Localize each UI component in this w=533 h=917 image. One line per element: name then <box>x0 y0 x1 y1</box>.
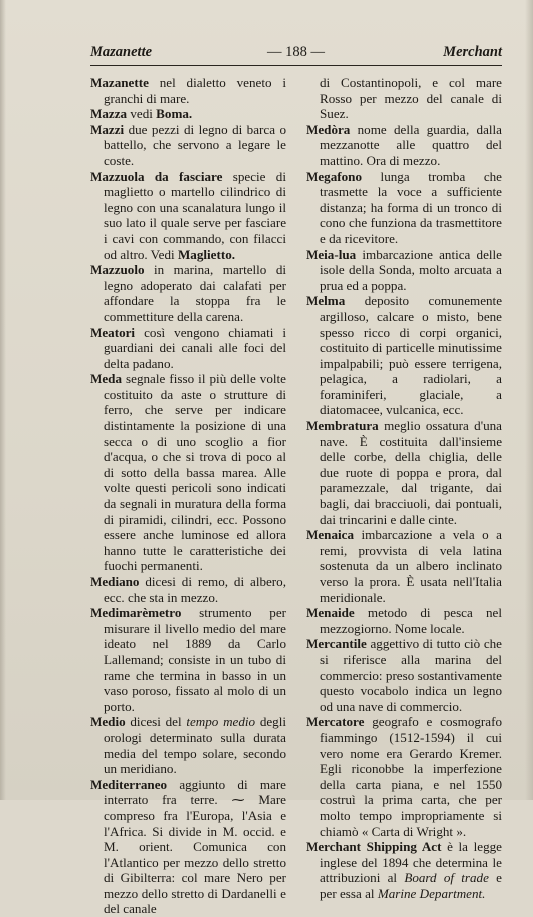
entry-definition: in marina, martello di legno adoperato dai calafati per affondare la stoppa fra le commettiture della carena. <box>104 262 286 324</box>
dictionary-entry <box>306 122 502 169</box>
right-column <box>306 75 502 901</box>
entry-headword: Medimarèmetro <box>90 605 182 621</box>
entry-definition: imbarcazione a vela o a remi, provvista di vela latina sostenuta da un albero inclinato verso la prora. È usata nell'Italia meridionale. <box>320 527 502 605</box>
entry-headword: Mazzuolo <box>90 262 145 278</box>
entry-definition: così vengono chiamati i guardiani dei canali alle foci del delta padano. <box>104 324 286 371</box>
entry-definition: e per essa al <box>320 870 502 901</box>
entry-definition: lunga tromba che trasmette la voce a sufficiente distanza; ha forma di un tronco di cono che funziona da trasmettitore e da ricevitore. <box>320 168 502 246</box>
cross-reference: Boma. <box>156 106 193 122</box>
entry-definition: metodo di pesca nel mezzogiorno. Nome locale. <box>320 605 502 636</box>
page-edge-shadow-right <box>525 0 533 800</box>
entry-headword: Mercatore <box>306 714 365 730</box>
dictionary-entry <box>306 714 502 839</box>
entry-definition: degli orologi determinato sulla durata media del tempo solare, secondo un meridiano. <box>104 714 286 777</box>
entry-definition: dicesi di remo, di albero, ecc. che sta in mezzo. <box>104 574 286 605</box>
entry-headword: Meda <box>90 371 122 387</box>
header-rule <box>90 65 502 66</box>
entry-headword: Mazanette <box>90 75 149 90</box>
italic-term: tempo medio <box>186 714 256 730</box>
entry-definition: segnale fisso il più delle volte costituito da aste o strutture di ferro, che serve per indicare distintamente la posizione di una secca o di uno scoglio a fior d'acqua, o che si trova di poco al di sotto della bassa marea. Alle volte questi pericoli sono indicati da segnali in muratura della forma di piramidi, cilindri, ecc. Possono essere anche luminose ed allora hanno tutte le caratteristiche dei fuochi permanenti. <box>104 371 286 574</box>
entry-headword: Medòra <box>306 121 351 137</box>
entry-definition: strumento per misurare il livello medio del mare ideato nel 1889 da Carlo Lallemand; consiste in un tubo di rame che termina in basso in un vaso poroso, fissato al molo di un porto. <box>104 605 286 714</box>
entry-definition: dicesi del <box>125 714 187 730</box>
entry-headword: Meia-lua <box>306 246 357 262</box>
entry-headword: Mercantile <box>306 636 367 652</box>
dictionary-entry <box>90 371 286 574</box>
entry-headword: Menaide <box>306 605 355 621</box>
entry-definition: aggettivo di tutto ciò che si riferisce alla marina del commercio: preso sostantivamente questo vocabolo indica un legno od una nave di commercio. <box>320 636 502 714</box>
entry-headword: Mediterraneo <box>90 776 168 792</box>
header-first-entry: Mazanette <box>90 44 153 60</box>
entry-headword: Melma <box>306 293 346 309</box>
entry-definition: geografo e cosmografo fiammingo (1512-1594) il cui vero nome era Gerardo Kremer. Egli riconobbe la imperfezione della carta piana, e nel 1550 costruì la prima carta, che per molto tempo impropriamente si chiamò « Carta di Wright ». <box>320 714 502 839</box>
dictionary-entry <box>306 293 502 418</box>
dictionary-entry <box>306 527 502 605</box>
entry-definition: aggiunto di mare interrato fra terre. ⁓ Mare compreso fra l'Europa, l'Asia e l'Africa. Si divide in M. occid. e M. orient. Comunica con l'Atlantico per mezzo dello stretto di Gibilterra: col mare Nero per mezzo dello stretto di Dardanelli e del canale <box>104 776 286 917</box>
entry-definition: è la legge inglese del 1894 che determina le attribuzioni al <box>320 839 502 886</box>
entry-definition: nome della guardia, dalla mezzanotte alle quattro del mattino. Ora di mezzo. <box>320 121 502 168</box>
entry-definition: nel dialetto veneto i granchi di mare. <box>104 75 286 106</box>
header-last-entry: Merchant <box>443 44 502 60</box>
entry-definition: vedi <box>127 106 157 122</box>
dictionary-entry <box>306 839 502 901</box>
italic-term: Marine Department. <box>377 885 486 901</box>
entry-headword: Mazzi <box>90 121 125 137</box>
dictionary-entry <box>306 247 502 294</box>
dictionary-entry <box>90 714 286 776</box>
dictionary-entry <box>90 574 286 605</box>
dictionary-entry <box>90 262 286 324</box>
entry-headword: Medio <box>90 714 126 730</box>
dictionary-entry <box>90 122 286 169</box>
dictionary-entry <box>90 777 286 917</box>
dictionary-entry <box>306 169 502 247</box>
dictionary-entry <box>306 418 502 527</box>
entry-headword: Mazzuola da fasciare <box>90 168 223 184</box>
entry-definition: imbarcazione antica delle isole della Sonda, molto arcuata a prua ed a poppa. <box>320 246 502 293</box>
dictionary-entry <box>90 106 286 122</box>
entry-definition: di Costantinopoli, e col mare Rosso per mezzo del canale di Suez. <box>320 75 502 122</box>
dictionary-entry <box>90 605 286 714</box>
entry-headword: Megafono <box>306 168 363 184</box>
cross-reference: Maglietto. <box>177 246 236 262</box>
left-column <box>90 75 286 917</box>
dictionary-entry <box>306 605 502 636</box>
dictionary-entry <box>90 75 286 106</box>
dictionary-entry <box>306 636 502 714</box>
entry-definition: meglio ossatura d'una nave. È costituita dall'insieme delle corbe, della chiglia, delle due ruote di poppa e prora, dal paramezzale, dal trigante, dai bagli, dai bracciuoli, dai pontuali, dai trincarini e dalle cinte. <box>320 418 502 527</box>
entry-definition: due pezzi di legno di barca o battello, che servono a legare le coste. <box>104 121 286 168</box>
entry-headword: Menaica <box>306 527 354 543</box>
italic-term: Board of trade <box>404 870 489 886</box>
entry-headword: Mediano <box>90 574 140 589</box>
page-number: — 188 — <box>267 44 325 60</box>
running-header <box>90 44 502 64</box>
dictionary-entry <box>90 169 286 263</box>
entry-continuation <box>306 75 502 122</box>
entry-definition: specie di maglietto o martello cilindrico di legno con una scanalatura lungo il suo lato il quale serve per fasciare i cavi con commando, con filacci od altro. Vedi <box>104 168 286 262</box>
entry-headword: Membratura <box>306 418 379 434</box>
entry-definition: deposito comunemente argilloso, calcare o misto, bene spesso ricco di corpi organici, costituito di particelle minutissime impalpabili; può essere terrigena, pelagica, a radiolari, a foraminiferi, glaciale, a diatomacee, vulcanica, ecc. <box>320 293 502 418</box>
page-edge-shadow-left <box>0 0 6 800</box>
dictionary-entry <box>90 325 286 372</box>
entry-headword: Merchant Shipping Act <box>306 839 442 855</box>
entry-headword: Mazza <box>90 106 128 122</box>
entry-headword: Meatori <box>90 324 136 340</box>
